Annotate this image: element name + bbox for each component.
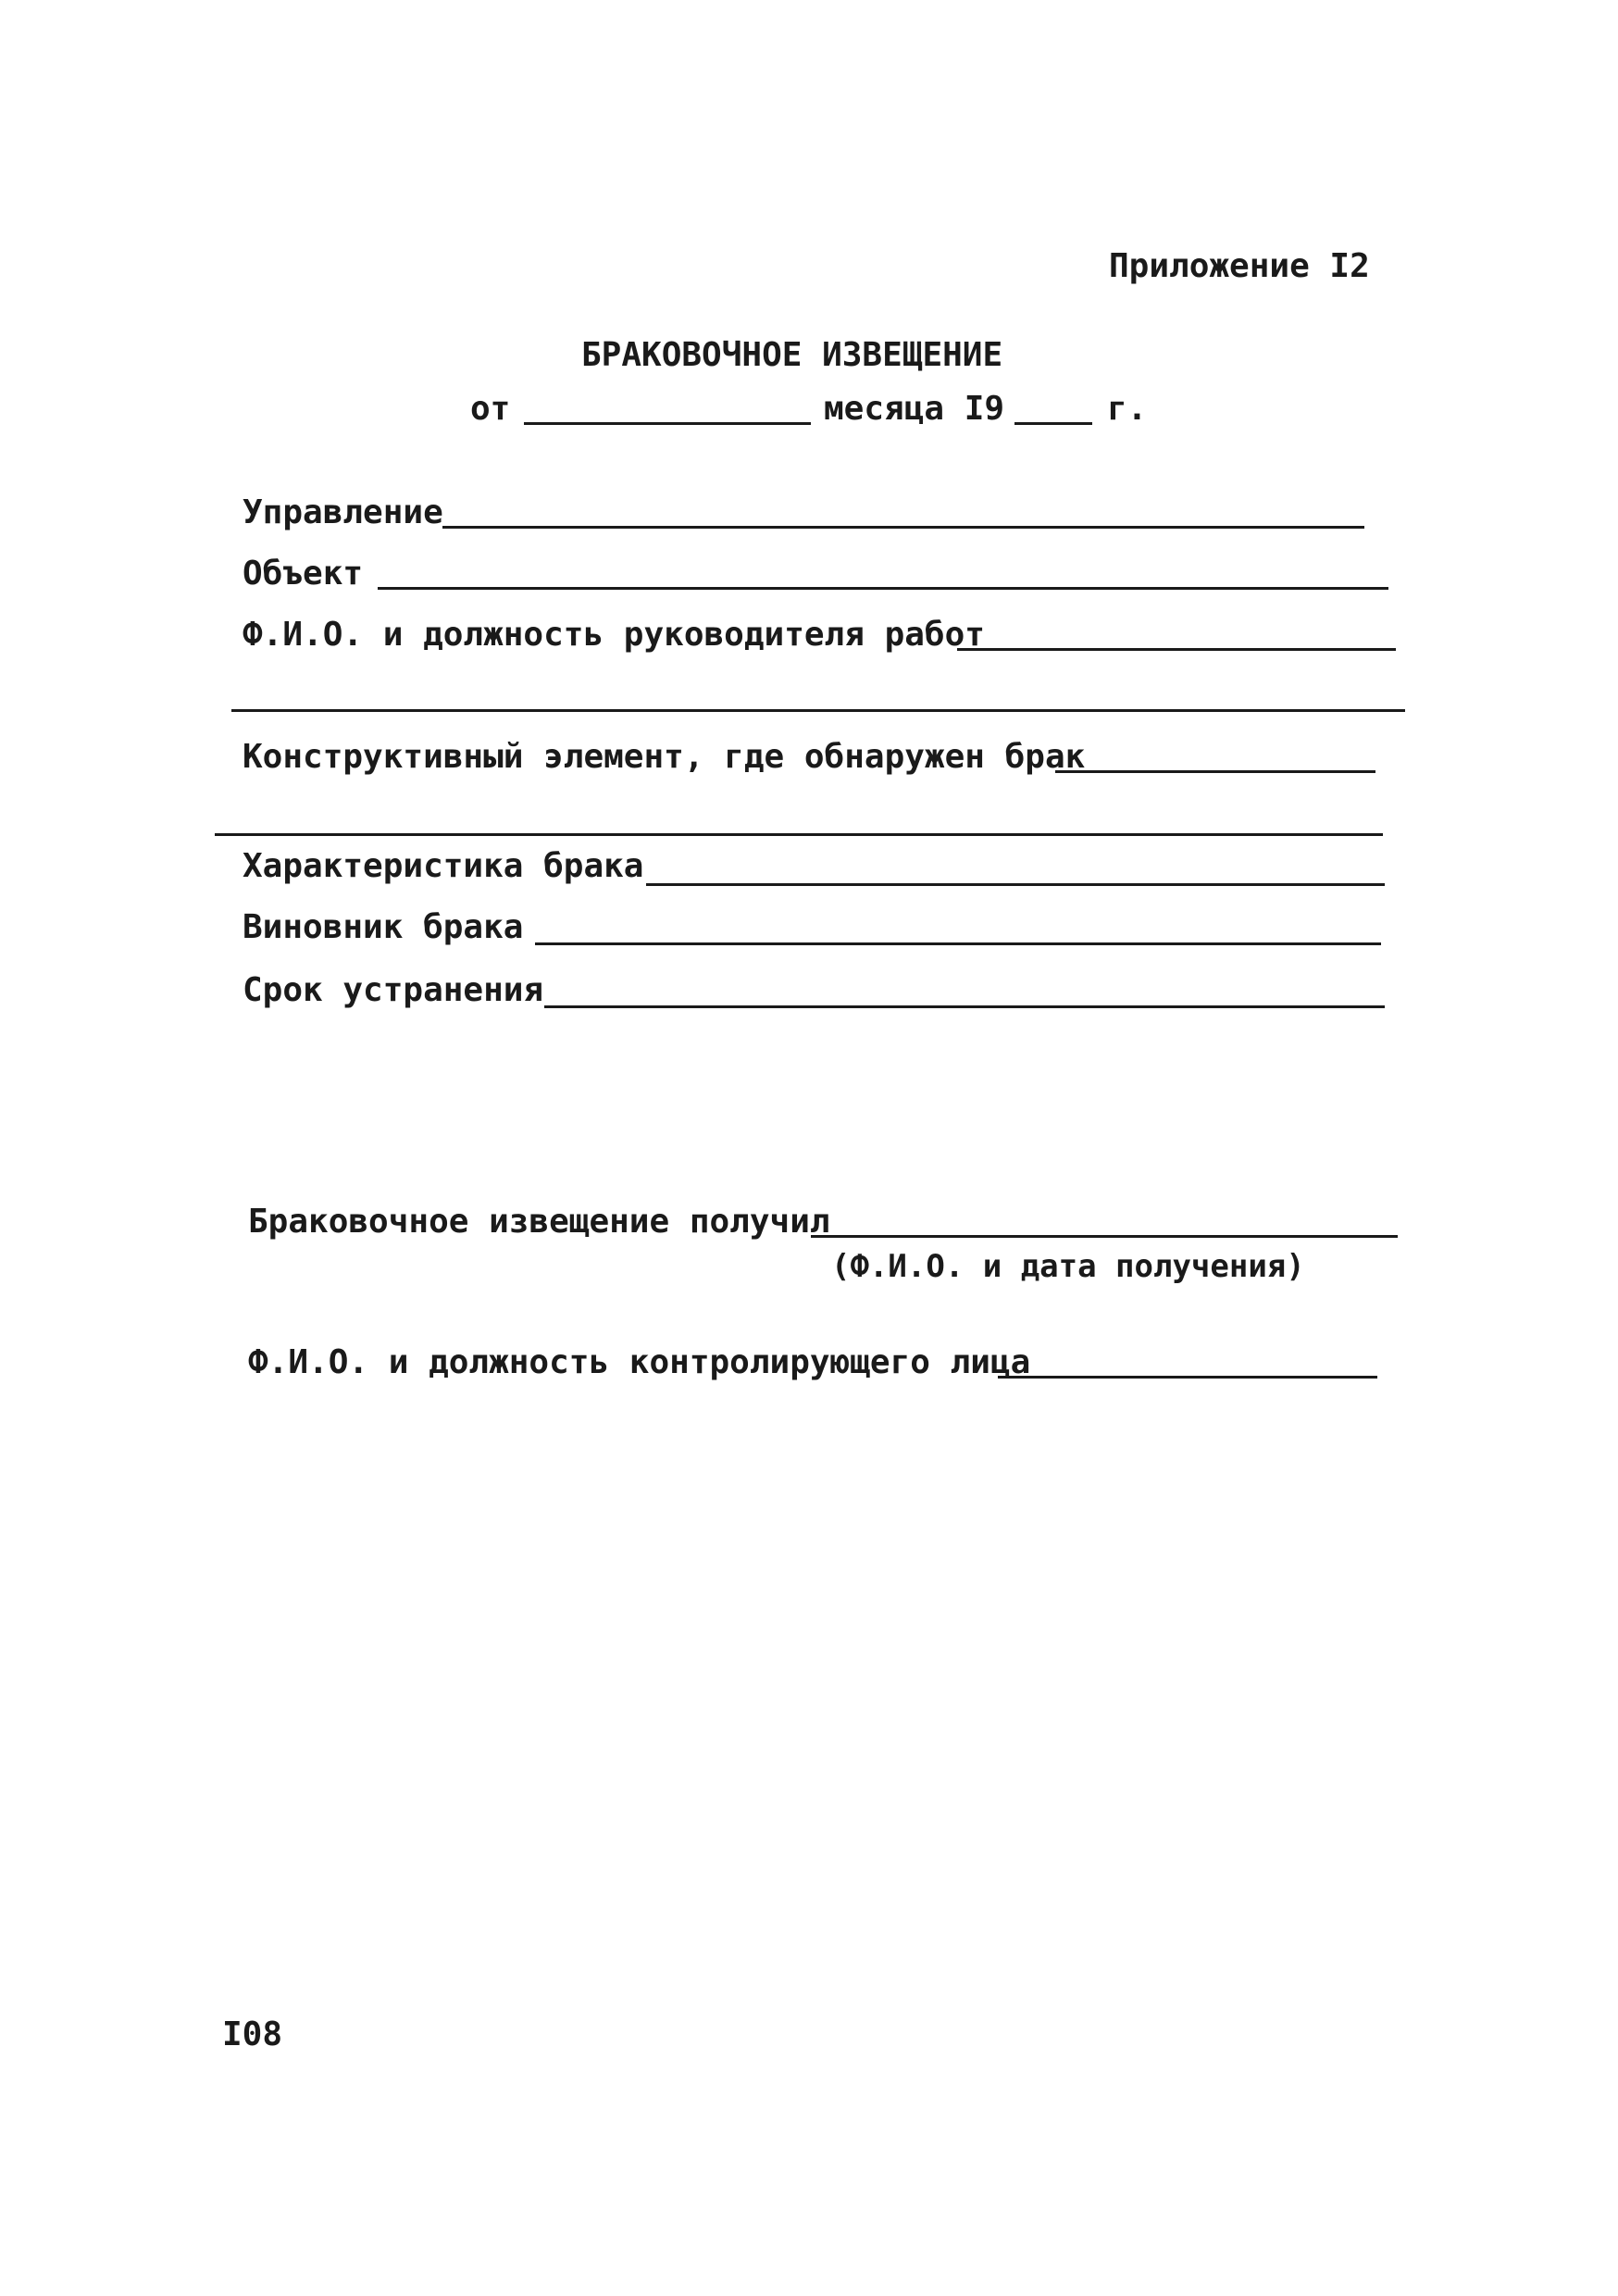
date-suffix: г. <box>1107 390 1148 428</box>
management-blank <box>442 526 1364 529</box>
date-month-label: месяца I9 <box>824 390 1005 428</box>
date-year-blank <box>1014 422 1092 425</box>
supervisor-blank <box>957 648 1396 651</box>
culprit-blank <box>535 942 1381 945</box>
separator-line-1 <box>231 709 1405 712</box>
received-hint: (Ф.И.О. и дата получения) <box>831 1248 1305 1285</box>
management-label: Управление <box>243 493 443 531</box>
received-blank <box>811 1235 1398 1238</box>
date-prefix: от <box>470 390 511 428</box>
element-blank <box>1055 770 1375 773</box>
appendix-label: Приложение I2 <box>1109 247 1370 285</box>
defect-characteristic-label: Характеристика брака <box>243 847 644 885</box>
supervisor-label: Ф.И.О. и должность руководителя работ <box>243 616 985 654</box>
object-blank <box>378 587 1388 590</box>
defect-characteristic-blank <box>646 883 1385 886</box>
controller-blank <box>998 1376 1377 1379</box>
date-day-blank <box>524 422 811 425</box>
element-label: Конструктивный элемент, где обнаружен брак <box>243 738 1086 776</box>
document-title: БРАКОВОЧНОЕ ИЗВЕЩЕНИЕ <box>581 336 1003 374</box>
separator-line-2 <box>215 833 1383 836</box>
deadline-blank <box>544 1005 1385 1008</box>
controller-label: Ф.И.О. и должность контролирующего лица <box>248 1343 1031 1381</box>
deadline-label: Срок устранения <box>243 971 544 1009</box>
received-label: Браковочное извещение получил <box>248 1203 830 1241</box>
object-label: Объект <box>243 555 364 593</box>
page-number: I08 <box>222 2015 283 2053</box>
culprit-label: Виновник брака <box>243 908 524 946</box>
